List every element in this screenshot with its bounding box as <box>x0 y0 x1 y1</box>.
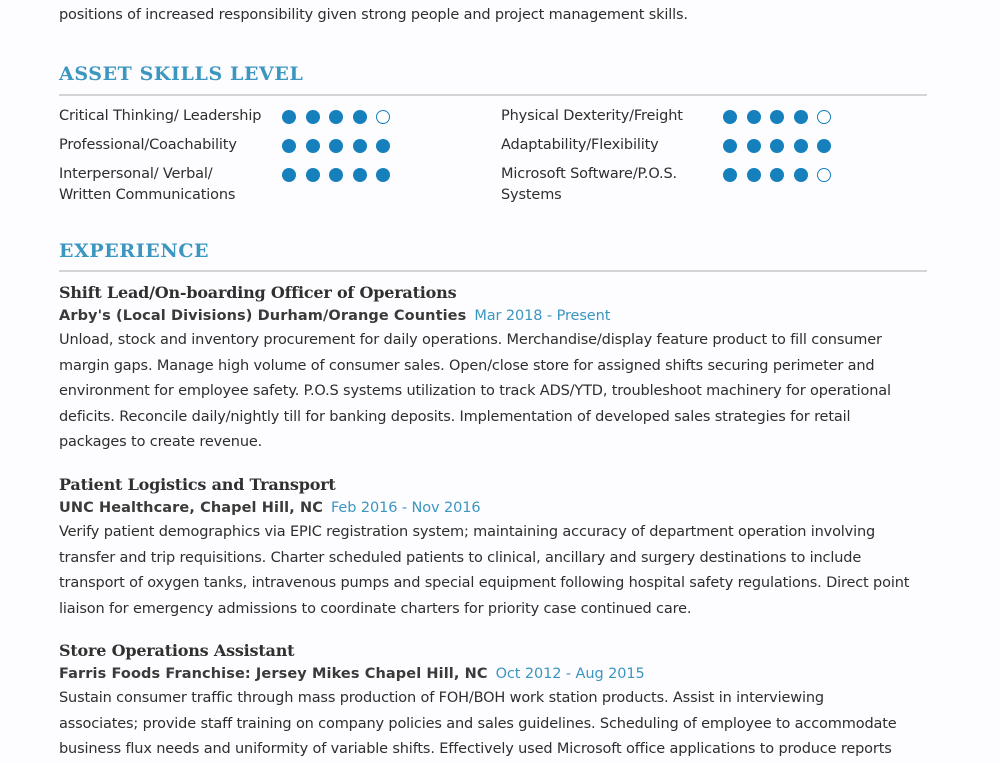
skill-level-rating <box>723 168 831 182</box>
job-description-line: associates; provide staff training on company policies and sales guidelines. Scheduling of employee to accommodate <box>59 715 897 732</box>
job-description <box>59 520 929 622</box>
rating-dot-filled-icon <box>770 139 784 153</box>
skill-level-rating <box>723 139 831 153</box>
job-meta <box>59 497 939 520</box>
rating-dot-filled-icon <box>376 168 390 182</box>
rating-dot-filled-icon <box>329 110 343 124</box>
rating-dot-filled-icon <box>353 168 367 182</box>
skill-label: Adaptability/Flexibility <box>501 137 659 153</box>
job-description-line: Sustain consumer traffic through mass production of FOH/BOH work station products. Assist in interviewing <box>59 690 824 706</box>
job-title: Shift Lead/On-boarding Officer of Operations <box>59 283 457 302</box>
rating-dot-empty-icon <box>376 110 390 124</box>
job-description <box>59 328 929 456</box>
job-description-line: environment for employee safety. P.O.S systems utilization to track ADS/YTD, troubleshoot machinery for operational <box>59 383 891 399</box>
rating-dot-filled-icon <box>376 139 390 153</box>
job-title: Store Operations Assistant <box>59 641 295 660</box>
job-company: Arby's (Local Divisions) Durham/Orange Counties <box>59 308 467 324</box>
skill-level-rating <box>282 110 390 124</box>
skills-section-title: ASSET SKILLS LEVEL <box>59 63 304 85</box>
job-company: UNC Healthcare, Chapel Hill, NC <box>59 500 323 516</box>
rating-dot-filled-icon <box>723 139 737 153</box>
rating-dot-filled-icon <box>747 139 761 153</box>
skill-label: Physical Dexterity/Freight <box>501 108 683 124</box>
rating-dot-filled-icon <box>723 110 737 124</box>
job-dates: Mar 2018 - Present <box>474 308 611 324</box>
job-dates: Feb 2016 - Nov 2016 <box>330 500 481 516</box>
job-description-line: transport of oxygen tanks, intravenous pumps and special equipment following hospital safety regulations. Direct point <box>59 575 910 591</box>
job-description-line: transfer and trip requisitions. Charter scheduled patients to clinical, ancillary and surgery destinations to include <box>59 549 862 566</box>
job-description-line: Verify patient demographics via EPIC registration system; maintaining accuracy of department operation involving <box>59 524 876 540</box>
rating-dot-filled-icon <box>282 139 296 153</box>
rating-dot-empty-icon <box>817 110 831 124</box>
experience-entry <box>59 281 939 456</box>
job-meta <box>59 305 939 328</box>
job-description-line: liaison for emergency admissions to coordinate charters for priority case continued care. <box>59 600 692 617</box>
job-meta <box>59 663 939 686</box>
rating-dot-filled-icon <box>817 139 831 153</box>
rating-dot-filled-icon <box>282 168 296 182</box>
rating-dot-filled-icon <box>747 110 761 124</box>
summary-text: positions of increased responsibility given strong people and project management skills. <box>59 7 688 23</box>
rating-dot-filled-icon <box>770 110 784 124</box>
rating-dot-filled-icon <box>306 139 320 153</box>
skill-level-rating <box>723 110 831 124</box>
experience-section-divider <box>59 270 927 272</box>
job-dates: Oct 2012 - Aug 2015 <box>495 666 645 682</box>
skill-label-line: Microsoft Software/P.O.S. <box>501 166 677 182</box>
skill-label-line: Written Communications <box>59 187 236 203</box>
skills-section-divider <box>59 94 927 96</box>
job-description-line: margin gaps. Manage high volume of consumer sales. Open/close store for assigned shifts securing perimeter and <box>59 357 875 374</box>
experience-section-title: EXPERIENCE <box>59 240 210 262</box>
experience-entry <box>59 639 939 763</box>
rating-dot-filled-icon <box>329 168 343 182</box>
skill-label-line: Interpersonal/ Verbal/ <box>59 166 213 182</box>
skill-label: Professional/Coachability <box>59 137 237 153</box>
rating-dot-filled-icon <box>282 110 296 124</box>
experience-entry <box>59 473 939 622</box>
rating-dot-filled-icon <box>723 168 737 182</box>
rating-dot-filled-icon <box>329 139 343 153</box>
rating-dot-filled-icon <box>794 168 808 182</box>
skill-label: Critical Thinking/ Leadership <box>59 108 262 124</box>
rating-dot-filled-icon <box>353 139 367 153</box>
job-title: Patient Logistics and Transport <box>59 475 336 494</box>
skill-label <box>501 164 716 206</box>
rating-dot-filled-icon <box>353 110 367 124</box>
rating-dot-filled-icon <box>306 168 320 182</box>
rating-dot-filled-icon <box>794 139 808 153</box>
rating-dot-filled-icon <box>747 168 761 182</box>
job-description <box>59 686 929 763</box>
skill-level-rating <box>282 139 390 153</box>
job-description-line: packages to create revenue. <box>59 434 263 450</box>
job-description-line: business flux needs and uniformity of variable shifts. Effectively used Microsoft office applications to produce reports <box>59 741 892 757</box>
rating-dot-filled-icon <box>770 168 784 182</box>
rating-dot-filled-icon <box>794 110 808 124</box>
job-description-line: Unload, stock and inventory procurement for daily operations. Merchandise/display feature product to fill consumer <box>59 332 882 348</box>
skill-level-rating <box>282 168 390 182</box>
rating-dot-empty-icon <box>817 168 831 182</box>
skill-label-line: Systems <box>501 187 562 203</box>
job-company: Farris Foods Franchise: Jersey Mikes Chapel Hill, NC <box>59 666 488 682</box>
rating-dot-filled-icon <box>306 110 320 124</box>
job-description-line: deficits. Reconcile daily/nightly till for banking deposits. Implementation of developed sales strategies for retail <box>59 408 851 425</box>
skill-label <box>59 164 274 206</box>
